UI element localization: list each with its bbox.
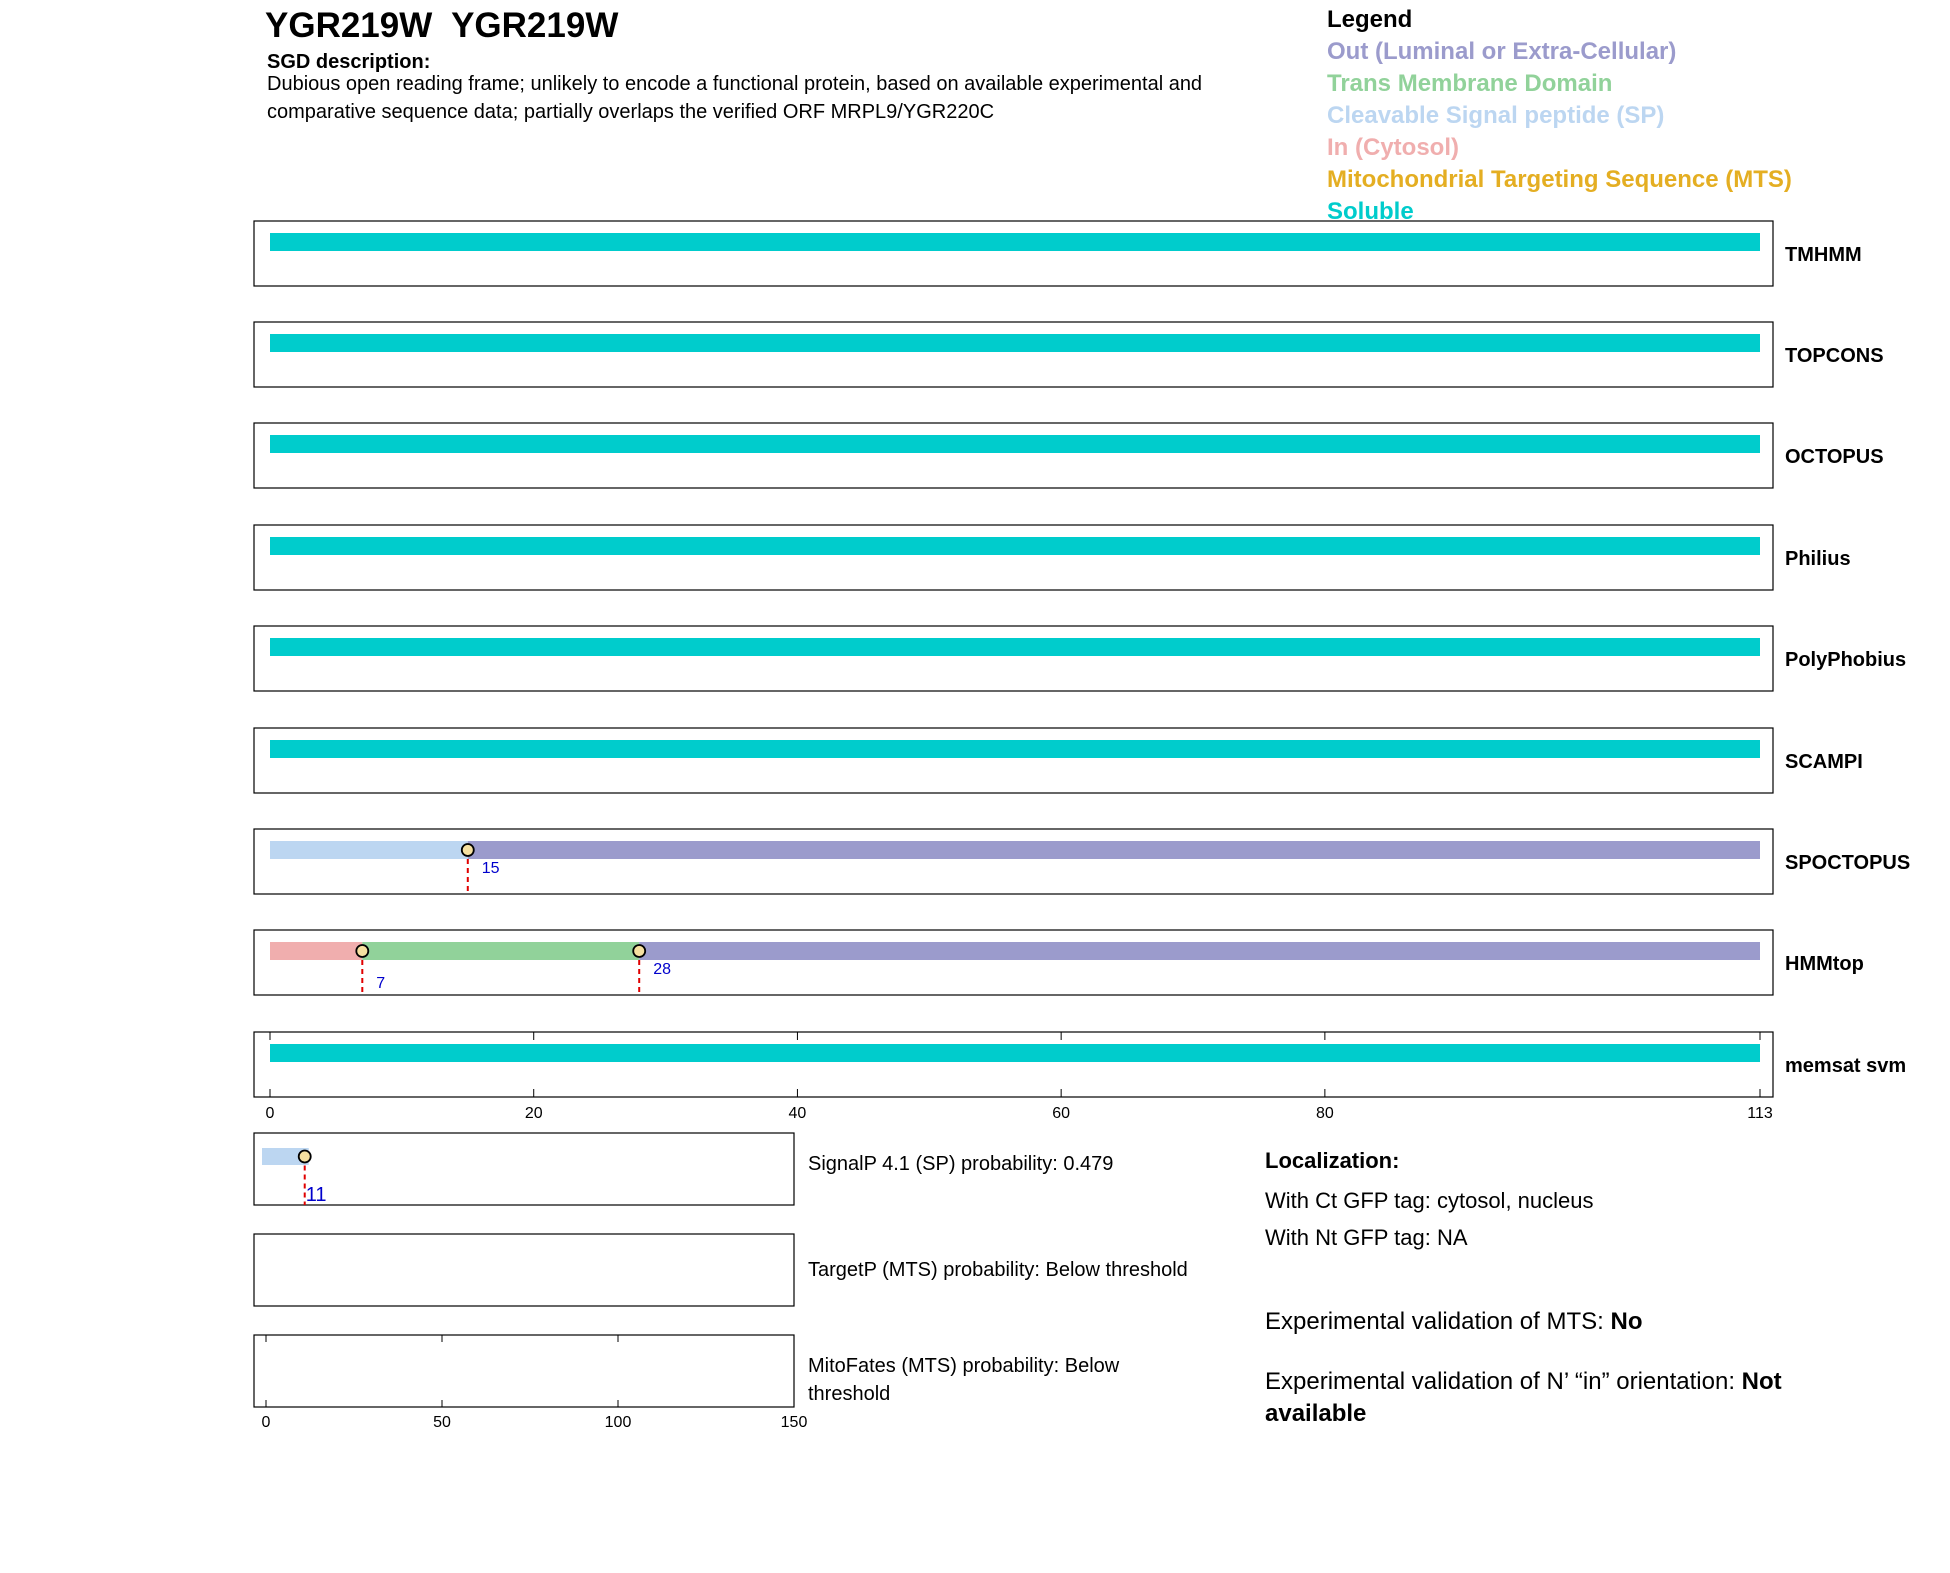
segment-spoctopus-0 [270, 841, 468, 859]
prob-x-tick-label-50: 50 [433, 1414, 451, 1431]
prob-site-label-signalp: 11 [305, 1184, 327, 1206]
segment-tmhmm-0 [270, 233, 1760, 251]
orientation-validation-value: Not available [1265, 1368, 1782, 1427]
legend-item-out: Out (Luminal or Extra-Cellular) [1327, 38, 1677, 65]
mts-validation-value: No [1610, 1308, 1643, 1335]
prob-x-tick-label-0: 0 [261, 1414, 271, 1431]
track-label-polyphobius: PolyPhobius [1785, 649, 1907, 671]
site-label-hmmtop-28: 28 [653, 961, 672, 978]
track-box-tmhmm [254, 221, 1773, 286]
localization-nt: With Nt GFP tag: NA [1265, 1225, 1468, 1250]
prob-site-marker-signalp [299, 1151, 311, 1163]
mitofates-text: MitoFates (MTS) probability: Below threshold [808, 1355, 1120, 1405]
targetp-text: TargetP (MTS) probability: Below threshold [808, 1259, 1188, 1281]
x-tick-label-0: 0 [265, 1105, 275, 1122]
site-label-spoctopus-15: 15 [481, 860, 500, 877]
segment-spoctopus-1 [468, 841, 1760, 859]
track-box-topcons [254, 322, 1773, 387]
site-marker-spoctopus-15 [462, 844, 474, 856]
site-label-hmmtop-7: 7 [376, 975, 386, 992]
track-label-tmhmm: TMHMM [1785, 244, 1862, 266]
track-box-memsat-svm [254, 1032, 1773, 1097]
mts-validation-label: Experimental validation of MTS: [1265, 1308, 1611, 1335]
segment-hmmtop-1 [362, 942, 639, 960]
track-label-scampi: SCAMPI [1785, 751, 1863, 773]
prob-x-tick-label-150: 150 [780, 1414, 808, 1431]
legend-item-sp: Cleavable Signal peptide (SP) [1327, 102, 1665, 129]
track-label-octopus: OCTOPUS [1785, 446, 1884, 468]
track-box-scampi [254, 728, 1773, 793]
orientation-validation-label: Experimental validation of N’ “in” orientation: [1265, 1368, 1742, 1395]
x-tick-label-40: 40 [788, 1105, 807, 1122]
legend-title: Legend [1327, 6, 1413, 33]
localization-ct: With Ct GFP tag: cytosol, nucleus [1265, 1188, 1594, 1213]
mts-validation [1265, 1306, 1885, 1338]
prob-box-mitofates [254, 1335, 794, 1407]
segment-memsat-svm-0 [270, 1044, 1760, 1062]
description-heading: SGD description: [267, 51, 431, 73]
legend-item-mts: Mitochondrial Targeting Sequence (MTS) [1327, 166, 1792, 193]
legend-item-in: In (Cytosol) [1327, 134, 1459, 161]
x-tick-label-113: 113 [1747, 1105, 1773, 1122]
segment-topcons-0 [270, 334, 1760, 352]
segment-hmmtop-2 [639, 942, 1760, 960]
track-label-hmmtop: HMMtop [1785, 953, 1864, 975]
legend-item-tm: Trans Membrane Domain [1327, 70, 1613, 97]
segment-scampi-0 [270, 740, 1760, 758]
track-label-spoctopus: SPOCTOPUS [1785, 852, 1911, 874]
prob-box-targetp [254, 1234, 794, 1306]
track-label-memsat-svm: memsat svm [1785, 1055, 1907, 1077]
legend-item-soluble: Soluble [1327, 198, 1414, 225]
site-marker-hmmtop-28 [633, 945, 645, 957]
description-text: Dubious open reading frame; unlikely to encode a functional protein, based on available experimental and comparative sequence data; partially overlaps the verified ORF MRPL9/YGR220C [267, 73, 1203, 123]
prob-x-tick-label-100: 100 [604, 1414, 632, 1431]
page-title: YGR219W YGR219W [265, 6, 619, 45]
prob-box-signalp [254, 1133, 794, 1205]
track-label-philius: Philius [1785, 548, 1851, 570]
site-marker-hmmtop-7 [356, 945, 368, 957]
track-box-hmmtop [254, 930, 1773, 995]
segment-octopus-0 [270, 435, 1760, 453]
track-box-polyphobius [254, 626, 1773, 691]
x-tick-label-80: 80 [1315, 1105, 1334, 1122]
orientation-validation [1265, 1366, 1885, 1430]
track-box-octopus [254, 423, 1773, 488]
x-tick-label-20: 20 [524, 1105, 543, 1122]
segment-hmmtop-0 [270, 942, 362, 960]
track-label-topcons: TOPCONS [1785, 345, 1884, 367]
segment-polyphobius-0 [270, 638, 1760, 656]
localization-heading: Localization: [1265, 1148, 1400, 1173]
segment-philius-0 [270, 537, 1760, 555]
track-box-philius [254, 525, 1773, 590]
x-tick-label-60: 60 [1052, 1105, 1071, 1122]
signalp-text: SignalP 4.1 (SP) probability: 0.479 [808, 1153, 1114, 1175]
